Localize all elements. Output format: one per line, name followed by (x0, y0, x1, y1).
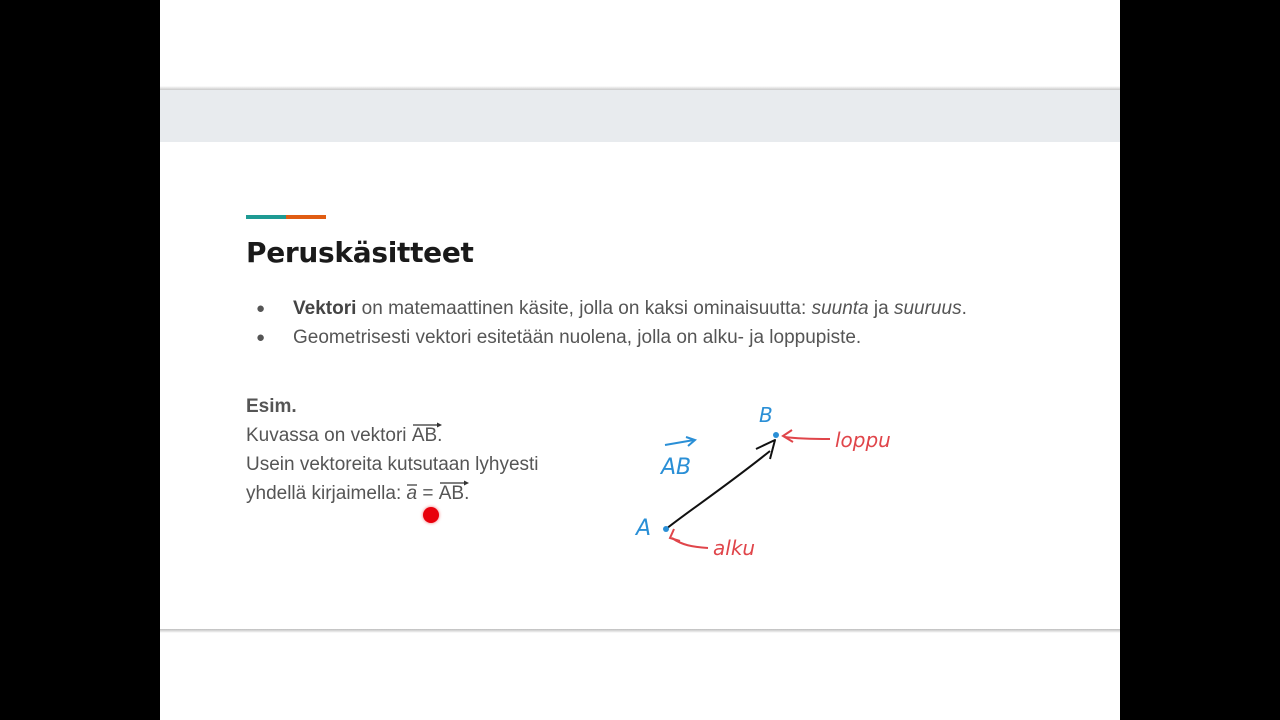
slide-title: Peruskäsitteet (246, 236, 474, 269)
example-heading: Esim. (246, 396, 297, 417)
example-line-2: Usein vektoreita kutsutaan lyhyesti (246, 454, 539, 475)
bullet-dot-icon: ● (256, 329, 266, 346)
example-line-3: yhdellä kirjaimella: (246, 483, 407, 504)
bullet-text: Geometrisesti vektori esitetään nuolena, jolla on alku- ja loppupiste. (293, 327, 862, 348)
bullet-item (256, 294, 1056, 323)
bullet-list (256, 294, 1056, 352)
overline-icon (407, 482, 417, 488)
vector-diagram (630, 395, 930, 575)
bullet-em-direction: suunta (811, 298, 869, 319)
vector-arrow-icon (439, 480, 469, 486)
bullet-dot-icon: ● (256, 300, 266, 317)
end-pointer-line (785, 437, 830, 439)
point-a-dot (663, 526, 669, 532)
label-b: B (759, 403, 773, 427)
bullet-em-magnitude: suuruus (893, 298, 962, 319)
laser-pointer (423, 507, 439, 523)
slide-page (160, 0, 1120, 720)
header-band (160, 90, 1120, 142)
start-pointer-arrowhead-icon (670, 529, 680, 541)
period: . (437, 425, 443, 446)
point-b-dot (773, 432, 779, 438)
bullet-text-end: . (961, 298, 967, 319)
vector-a: a (406, 483, 418, 504)
equals-sign: = (417, 483, 439, 504)
bullet-bold: Vektori (293, 298, 357, 319)
vector-ab: AB (412, 421, 437, 450)
example-line-1: Kuvassa on vektori (246, 425, 412, 446)
vector-arrowhead-icon (756, 440, 775, 459)
label-a: A (636, 516, 652, 541)
vector-arrow-icon (412, 422, 442, 428)
period: . (464, 483, 470, 504)
vector-ab: AB (439, 479, 464, 508)
example-block (246, 392, 606, 508)
accent-bar-orange (286, 215, 326, 219)
end-label: loppu (835, 428, 891, 452)
label-vector-ab: AB (661, 455, 692, 480)
end-pointer-arrowhead-icon (783, 430, 793, 442)
bullet-item (256, 323, 1056, 352)
accent-bar-teal (246, 215, 286, 219)
bullet-text-mid: ja (868, 298, 894, 319)
bottom-shadow (160, 629, 1120, 633)
bullet-text: on matemaattinen käsite, jolla on kaksi ominaisuutta: (356, 298, 812, 319)
start-label: alku (713, 536, 756, 560)
